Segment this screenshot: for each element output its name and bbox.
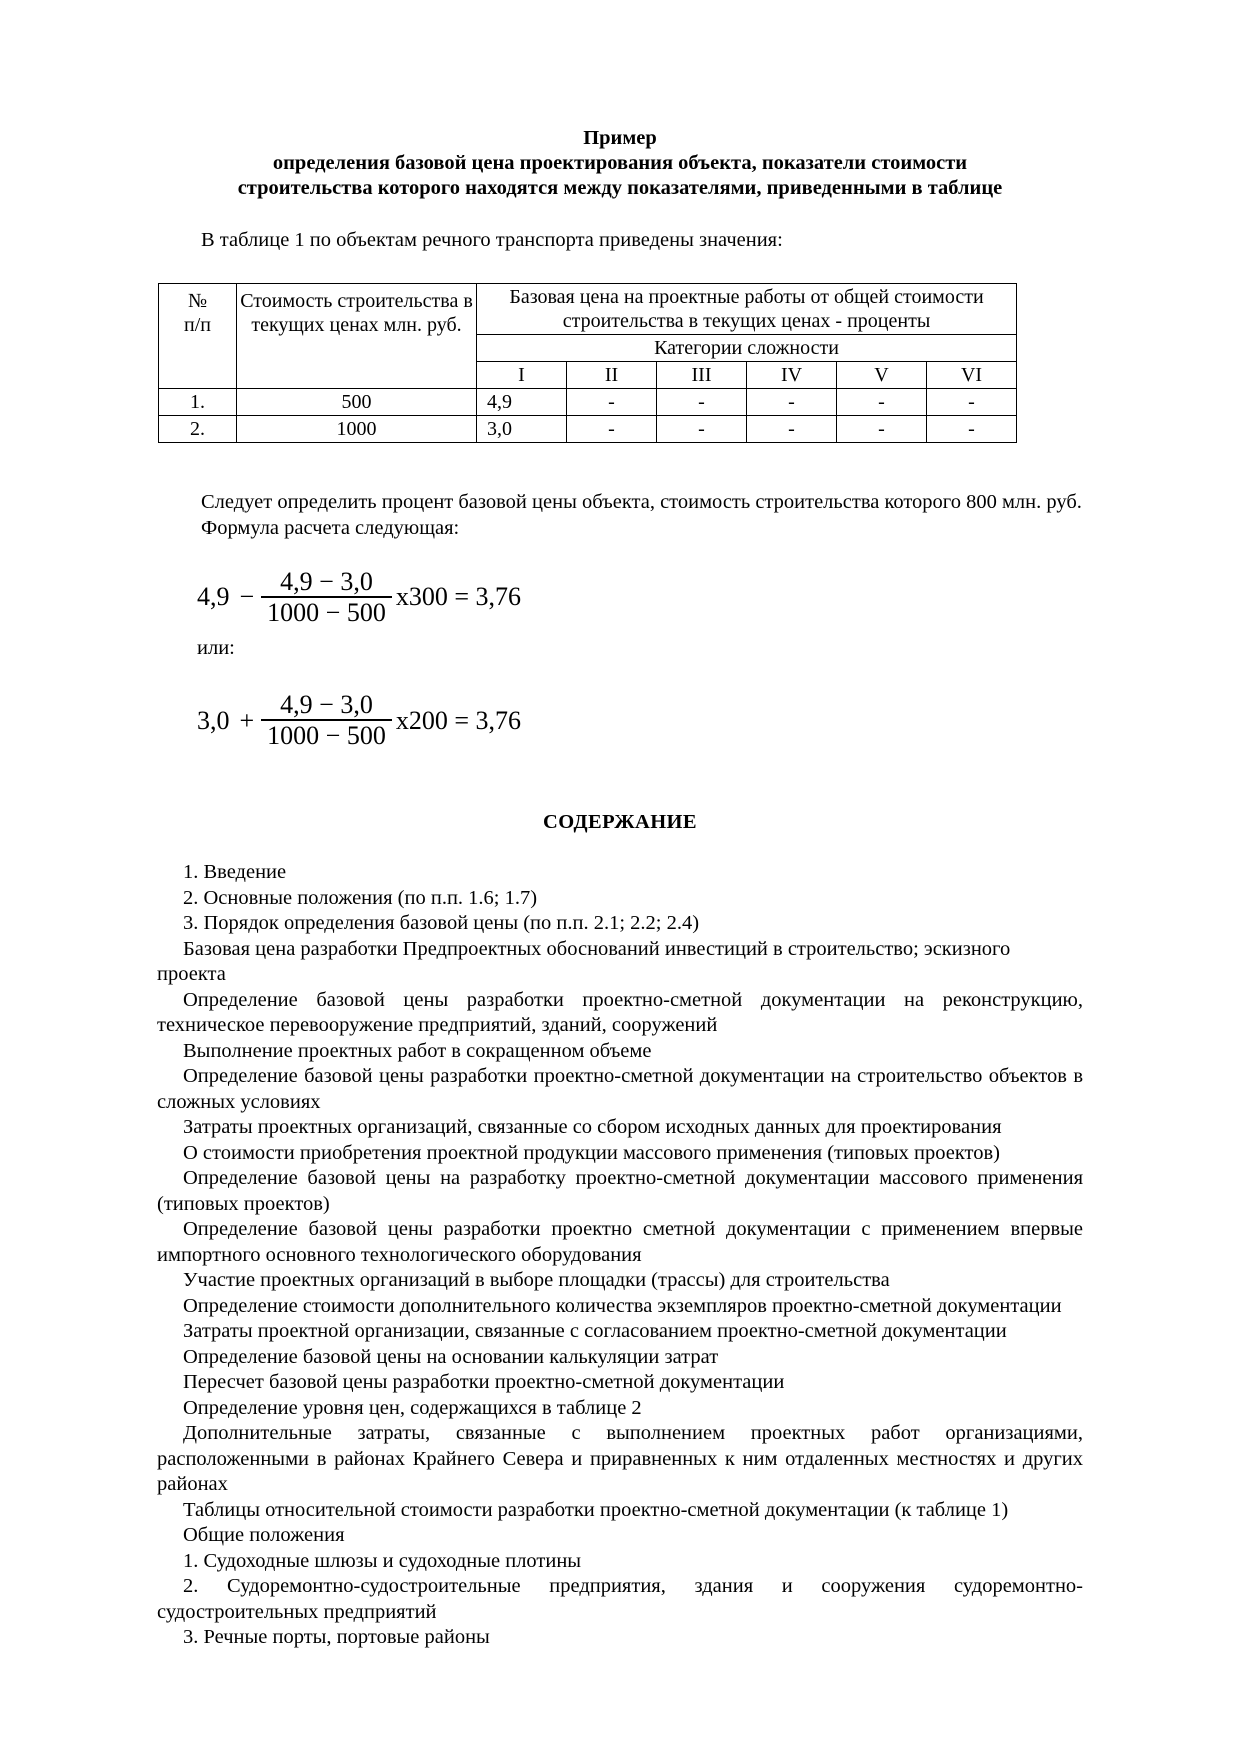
contents-list — [157, 860, 1083, 1651]
list-item: Таблицы относительной стоимости разработки проектно-сметной документации (к таблице 1) — [183, 1498, 1009, 1521]
formula-2-lead: 3,0 — [197, 705, 230, 735]
header-category-2: II — [567, 362, 657, 389]
table-container — [157, 283, 1083, 443]
formula-1-fraction — [261, 568, 392, 626]
header-category-6: VI — [927, 362, 1017, 389]
list-item: Выполнение проектных работ в сокращенном объеме — [183, 1039, 652, 1062]
title-line-1: Пример — [583, 127, 657, 149]
table-row — [159, 416, 1017, 443]
list-item: Определение уровня цен, содержащихся в таблице 2 — [183, 1396, 642, 1419]
table-row — [159, 389, 1017, 416]
task-paragraph: Следует определить процент базовой цены объекта, стоимость строительства которого 800 млн. руб. — [201, 491, 1082, 513]
list-item: 3. Порядок определения базовой цены (по п.п. 2.1; 2.2; 2.4) — [183, 912, 700, 935]
list-item: Определение базовой цены разработки проектно-сметной документации на реконструкцию, техническое перевооружение предприятий, зданий, сооружений — [157, 988, 1083, 1037]
list-item: О стоимости приобретения проектной продукции массового применения (типовых проектов) — [183, 1141, 1000, 1164]
list-item: Базовая цена разработки Предпроектных обоснований инвестиций в строительство; эскизного проекта — [157, 937, 1011, 986]
table-header-row-1 — [159, 284, 1017, 335]
list-item: Определение стоимости дополнительного количества экземпляров проектно-сметной документации — [183, 1294, 1062, 1317]
header-number-line1: № — [187, 290, 208, 312]
row-2-value-5: - — [837, 416, 927, 443]
row-2-value-1: 3,0 — [477, 416, 567, 443]
row-2-value-4: - — [747, 416, 837, 443]
title-line-2: определения базовой цена проектирования объекта, показатели стоимости — [272, 152, 968, 174]
formula-1-lead: 4,9 — [197, 582, 230, 612]
intro-paragraph: В таблице 1 по объектам речного транспорта приведены значения: — [201, 229, 783, 251]
row-1-value-6: - — [927, 389, 1017, 416]
header-cell-cost — [237, 284, 477, 389]
title-line-3: строительства которого находятся между показателями, приведенными в таблице — [237, 177, 1003, 199]
row-1-value-3: - — [657, 389, 747, 416]
row-2-value-6: - — [927, 416, 1017, 443]
list-item: Определение базовой цены на основании калькуляции затрат — [183, 1345, 719, 1368]
row-1-value-5: - — [837, 389, 927, 416]
row-1-number: 1. — [159, 389, 237, 416]
formula-2-tail: х200 = 3,76 — [395, 705, 522, 735]
header-number-line2: п/п — [184, 314, 211, 336]
header-category-3: III — [657, 362, 747, 389]
page-content — [157, 126, 1083, 1651]
header-cost-line1: Стоимость строительства в — [240, 290, 473, 312]
header-cell-number — [159, 284, 237, 389]
formula-2 — [197, 691, 1083, 749]
list-item: 1. Судоходные шлюзы и судоходные плотины — [183, 1549, 582, 1572]
formula-1-operator: − — [239, 582, 255, 612]
list-item: 3. Речные порты, портовые районы — [183, 1626, 490, 1649]
row-2-number: 2. — [159, 416, 237, 443]
list-item: Дополнительные затраты, связанные с выполнением проектных работ организациями, расположенными в районах Крайнего Севера и приравненных к ним отдаленных местностях и других районах — [157, 1422, 1083, 1496]
row-1-cost: 500 — [237, 389, 477, 416]
formula-block-2 — [157, 691, 1083, 749]
formula-2-denominator: 1000 − 500 — [267, 721, 386, 751]
formula-2-operator: + — [239, 705, 255, 735]
base-price-table — [158, 283, 1017, 443]
header-base-line2: строительства в текущих ценах - проценты — [562, 310, 931, 332]
list-item: Затраты проектной организации, связанные с согласованием проектно-сметной документации — [183, 1320, 1007, 1343]
list-item: 1. Введение — [183, 861, 287, 884]
row-1-value-2: - — [567, 389, 657, 416]
list-item: Участие проектных организаций в выборе площадки (трассы) для строительства — [183, 1269, 890, 1292]
formula-2-fraction — [261, 691, 392, 749]
formula-1 — [197, 568, 1083, 626]
formula-1-denominator: 1000 − 500 — [267, 597, 386, 627]
formula-intro-paragraph: Формула расчета следующая: — [201, 516, 460, 539]
row-2-value-2: - — [567, 416, 657, 443]
list-item: Определение базовой цены на разработку проектно-сметной документации массового применения (типовых проектов) — [157, 1167, 1083, 1215]
formula-1-tail: х300 = 3,76 — [395, 582, 522, 612]
row-2-cost: 1000 — [237, 416, 477, 443]
page-title — [157, 126, 1083, 201]
header-cell-categories: Категории сложности — [477, 335, 1017, 362]
header-category-5: V — [837, 362, 927, 389]
list-item: Пересчет базовой цены разработки проектно-сметной документации — [183, 1371, 785, 1394]
header-base-line1: Базовая цена на проектные работы от общей стоимости — [509, 286, 984, 308]
list-item: Общие положения — [183, 1524, 345, 1547]
list-item: 2. Судоремонтно-судостроительные предприятия, здания и сооружения судоремонтно-судостроительных предприятий — [157, 1575, 1083, 1623]
or-label: или: — [197, 637, 235, 660]
row-2-value-3: - — [657, 416, 747, 443]
contents-heading: СОДЕРЖАНИЕ — [543, 811, 697, 834]
list-item: 2. Основные положения (по п.п. 1.6; 1.7) — [183, 886, 538, 909]
list-item: Затраты проектных организаций, связанные со сбором исходных данных для проектирования — [183, 1116, 1002, 1139]
formula-block-1 — [157, 568, 1083, 626]
header-cost-line2: текущих ценах млн. руб. — [251, 314, 462, 336]
list-item: Определение базовой цены разработки проектно-сметной документации на строительство объектов в сложных условиях — [157, 1065, 1083, 1113]
row-1-value-4: - — [747, 389, 837, 416]
formula-1-numerator: 4,9 − 3,0 — [280, 567, 373, 596]
header-cell-base-price — [477, 284, 1017, 335]
list-item: Определение базовой цены разработки проектно сметной документации с применением впервые импортного основного технологического оборудования — [157, 1218, 1083, 1266]
formula-2-numerator: 4,9 − 3,0 — [280, 690, 373, 720]
header-category-4: IV — [747, 362, 837, 389]
row-1-value-1: 4,9 — [477, 389, 567, 416]
header-category-1: I — [477, 362, 567, 389]
